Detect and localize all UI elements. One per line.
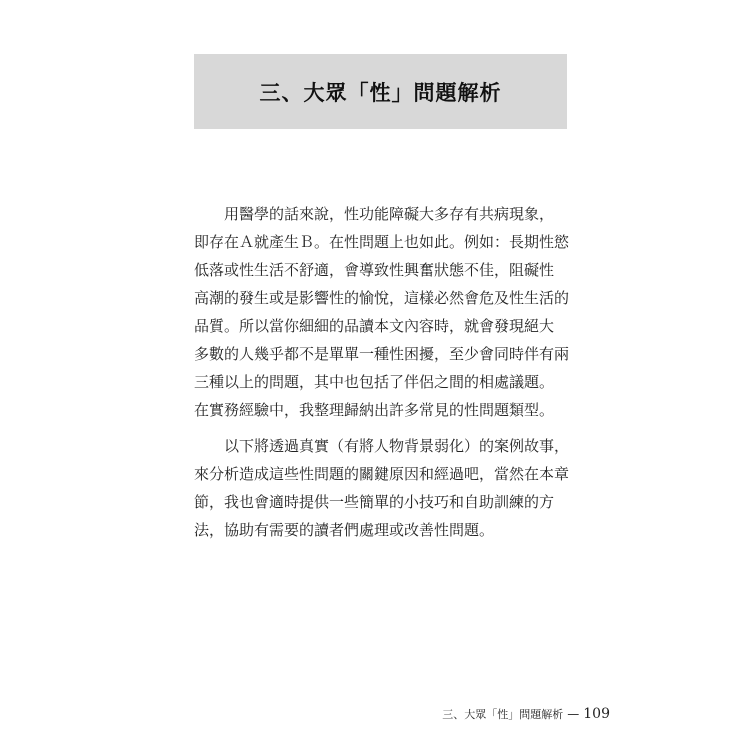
text-line: 即存在Ａ就產生Ｂ。在性問題上也如此。例如：長期性慾 bbox=[194, 233, 570, 251]
text-line: 低落或性生活不舒適，會導致性興奮狀態不佳，阻礙性 bbox=[194, 261, 555, 279]
chapter-title: 三、大眾「性」問題解析 bbox=[259, 80, 502, 105]
text-line: 用醫學的話來說，性功能障礙大多存有共病現象， bbox=[224, 205, 555, 223]
text-line: 來分析造成這些性問題的關鍵原因和經過吧，當然在本章 bbox=[194, 465, 570, 483]
text-line: 在實務經驗中，我整理歸納出許多常見的性問題類型。 bbox=[194, 401, 555, 419]
text-line: 以下將透過真實（有將人物背景弱化）的案例故事， bbox=[224, 437, 570, 455]
text-line: 三種以上的問題，其中也包括了伴侶之間的相處議題。 bbox=[194, 373, 555, 391]
text-line: 高潮的發生或是影響性的愉悅，這樣必然會危及性生活的 bbox=[194, 289, 570, 307]
page-number: 109 bbox=[583, 706, 610, 722]
running-head: 三、大眾「性」問題解析 bbox=[442, 708, 564, 721]
page-footer bbox=[442, 706, 610, 722]
footer-dash: — bbox=[567, 707, 580, 721]
text-line: 多數的人幾乎都不是單單一種性困擾，至少會同時伴有兩 bbox=[194, 345, 570, 363]
paragraph-2 bbox=[194, 432, 570, 544]
text-line: 法，協助有需要的讀者們處理或改善性問題。 bbox=[194, 521, 495, 539]
body-text bbox=[194, 200, 570, 544]
chapter-header-box bbox=[194, 54, 567, 129]
paragraph-1 bbox=[194, 200, 570, 424]
text-line: 節，我也會適時提供一些簡單的小技巧和自助訓練的方 bbox=[194, 493, 555, 511]
text-line: 品質。所以當你細細的品讀本文內容時，就會發現絕大 bbox=[194, 317, 555, 335]
